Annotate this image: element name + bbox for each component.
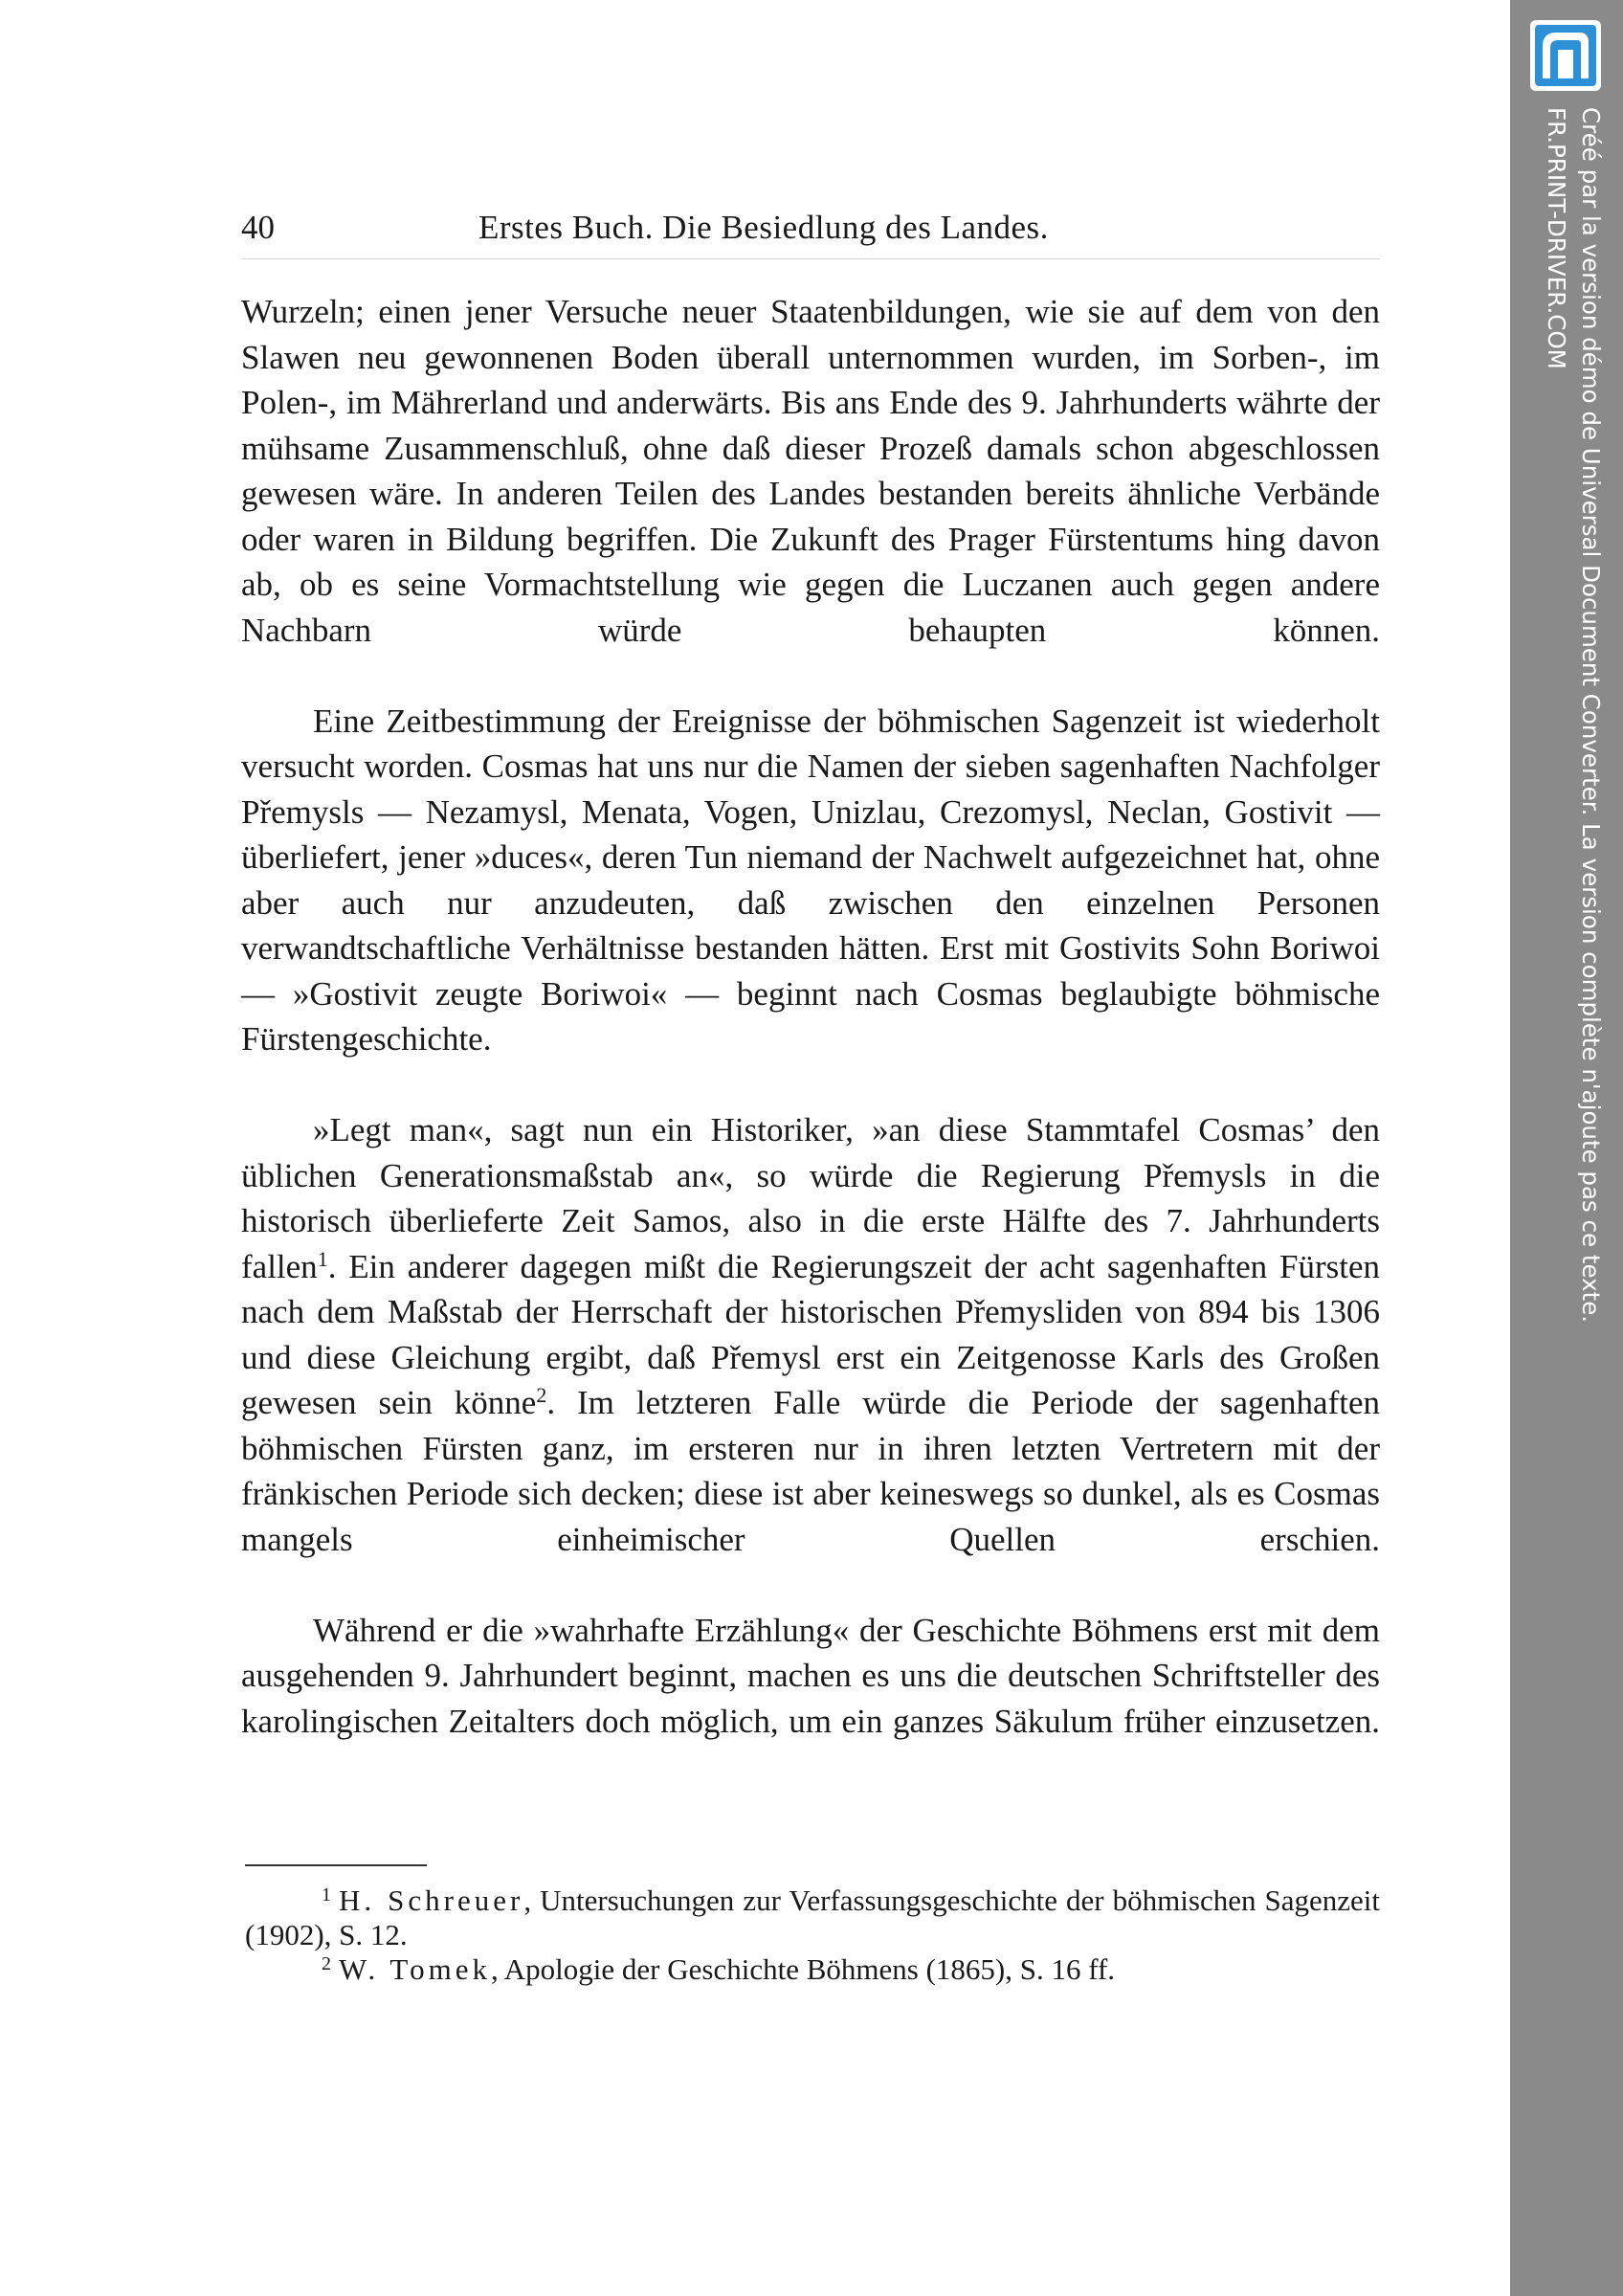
paragraph-3-part-3: . Im letzteren Falle würde die Periode der sagenhaften böhmischen Fürsten ganz, im ersteren nur in ihren letzten Vertretern mit der fränkischen Periode sich decken; diese ist aber keineswegs so dunkel, als es Cosmas mangels einheimischer Quellen erschien. [241, 1384, 1380, 1558]
footnote-ref-1[interactable]: 1 [317, 1246, 328, 1271]
watermark-sidebar [1510, 0, 1623, 2296]
paragraph-1: Wurzeln; einen jener Versuche neuer Staatenbildungen, wie sie auf dem von den Slawen neu gewonnenen Boden überall unternommen wurden, im Sorben-, im Polen-, im Mährerland und anderwärts. Bis ans Ende des 9. Jahrhunderts währte der mühsame Zusammenschluß, ohne daß dieser Prozeß damals schon abgeschlossen gewesen wäre. In anderen Teilen des Landes bestanden bereits ähnliche Verbände oder waren in Bildung begriffen. Die Zukunft des Prager Fürstentums hing davon ab, ob es seine Vormachtstellung wie gegen die Luczanen auch gegen andere Nachbarn würde behaupten können. [241, 293, 1380, 649]
watermark-line-2: FR.PRINT-DRIVER.COM [1543, 107, 1570, 369]
footnote-2-author: W. Tomek [339, 1952, 491, 1986]
footnotes [245, 1884, 1380, 1987]
footnote-1-mark: 1 [322, 1884, 331, 1906]
page-number: 40 [241, 209, 275, 246]
paragraph-3-part-2: . Ein anderer dagegen mißt die Regierungszeit der acht sagenhaften Fürsten nach dem Maßstab der Herrschaft der historischen Přemysliden von 894 bis 1306 und diese Gleichung ergibt, daß Přemysl erst ein Zeitgenosse Karls des Großen gewesen sein könne [241, 1247, 1380, 1421]
printer-driver-logo-icon [1529, 19, 1602, 92]
header-rule [241, 258, 1380, 259]
body-text [241, 289, 1380, 1790]
footnote-2 [245, 1952, 1380, 1987]
footnote-2-mark: 2 [322, 1953, 331, 1974]
paragraph-4: Während er die »wahrhafte Erzählung« der Geschichte Böhmens erst mit dem ausgehenden 9. Jahrhundert beginnt, machen es uns die deutschen Schriftsteller des karolingischen Zeitalters doch möglich, um ein ganzes Säkulum früher einzusetzen. [241, 1611, 1380, 1740]
watermark-line-1: Créé par la version démo de Universal Document Converter. La version complète n'ajoute pas ce texte. [1577, 107, 1605, 1324]
paragraph-3 [241, 1107, 1380, 1608]
footnote-1 [245, 1884, 1380, 1952]
footnote-1-text: , Untersuchungen zur Verfassungsgeschichte der böhmischen Sagenzeit (1902), S. 12. [245, 1884, 1380, 1951]
paragraph-3-part-1: »Legt man«, sagt nun ein Historiker, »an diese Stammtafel Cosmas’ den üblichen Generationsmaßstab an«, so würde die Regierung Přemysls in die historisch überlieferte Zeit Samos, also in die erste Hälfte des 7. Jahrhunderts fallen [241, 1111, 1380, 1285]
footnote-2-text: , Apologie der Geschichte Böhmens (1865), S. 16 ff. [491, 1952, 1116, 1986]
footnote-1-author: H. Schreuer [339, 1884, 524, 1917]
footnote-rule [245, 1864, 427, 1866]
watermark-text [1531, 107, 1608, 1428]
paragraph-2: Eine Zeitbestimmung der Ereignisse der böhmischen Sagenzeit ist wiederholt versucht worden. Cosmas hat uns nur die Namen der sieben sagenhaften Nachfolger Přemysls — Nezamysl, Menata, Vogen, Unizlau, Crezomysl, Neclan, Gostivit — überliefert, jener »duces«, deren Tun niemand der Nachwelt aufgezeichnet hat, ohne aber auch nur anzudeuten, daß zwischen den einzelnen Personen verwandtschaftliche Verhältnisse bestanden hätten. Erst mit Gostivits Sohn Boriwoi — »Gostivit zeugte Boriwoi« — beginnt nach Cosmas beglaubigte böhmische Fürstengeschichte. [241, 702, 1380, 1058]
running-head [241, 209, 1380, 256]
footnote-ref-2[interactable]: 2 [536, 1383, 547, 1407]
running-head-title: Erstes Buch. Die Besiedlung des Landes. [478, 209, 1049, 246]
